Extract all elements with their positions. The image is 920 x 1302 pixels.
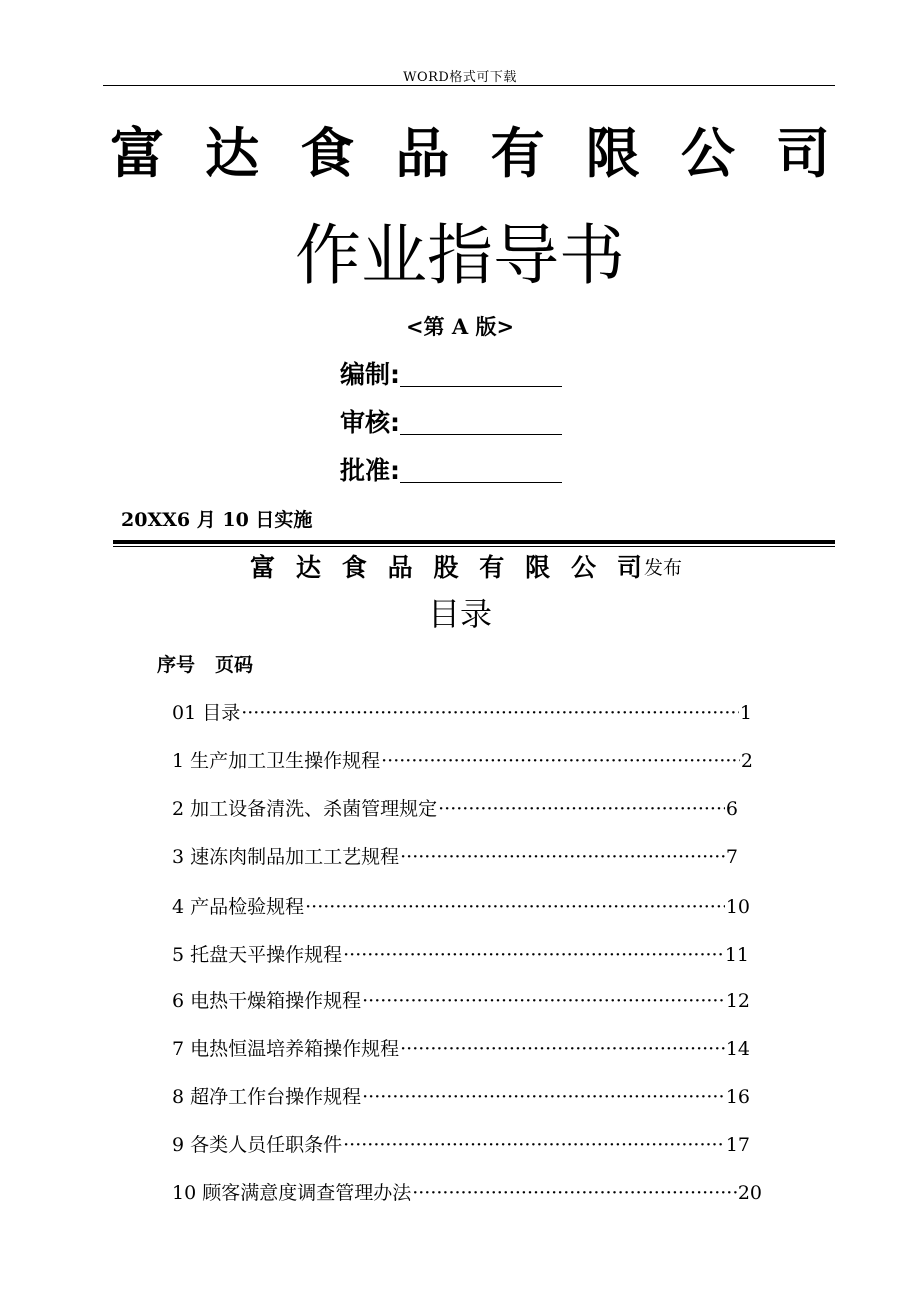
signature-label: 审核:	[340, 408, 400, 437]
toc-item[interactable]	[172, 698, 752, 728]
toc-item-leader	[305, 892, 725, 922]
toc-item-leader	[438, 794, 725, 824]
toc-item-label: 8 超净工作台操作规程	[172, 1086, 362, 1108]
company-char: 公	[680, 121, 735, 185]
signature-row-reviewer	[340, 404, 562, 440]
toc-title: 目录	[427, 595, 492, 633]
toc-item[interactable]	[172, 1178, 762, 1208]
publisher-suffix: 发布	[644, 556, 683, 579]
header-divider	[103, 85, 835, 86]
publisher-divider-thin	[113, 546, 835, 547]
toc-item-page: 11	[724, 944, 749, 966]
toc-item[interactable]	[172, 1034, 750, 1064]
toc-item[interactable]	[172, 892, 750, 922]
company-name	[110, 120, 830, 186]
publisher-char: 品	[387, 553, 413, 582]
toc-item-label: 5 托盘天平操作规程	[172, 944, 343, 966]
toc-item-label: 2 加工设备清洗、杀菌管理规定	[172, 798, 438, 820]
toc-item-page: 10	[725, 896, 750, 918]
toc-item-page: 20	[737, 1182, 762, 1204]
toc-item-page: 16	[725, 1086, 750, 1108]
company-char: 限	[585, 121, 640, 185]
publisher-divider-thick	[113, 540, 835, 544]
toc-item-leader	[241, 698, 739, 728]
toc-item-leader	[381, 746, 740, 776]
signature-row-approver	[340, 452, 562, 488]
toc-item-page: 2	[740, 750, 753, 772]
toc-item[interactable]	[172, 1082, 750, 1112]
toc-item-page: 14	[725, 1038, 750, 1060]
toc-item[interactable]	[172, 1130, 750, 1160]
publisher-char: 司	[616, 553, 642, 582]
toc-item[interactable]	[172, 842, 738, 872]
signature-line	[400, 433, 562, 435]
toc-item-label: 01 目录	[172, 702, 241, 724]
toc-item-leader	[362, 986, 725, 1016]
toc-item-label: 10 顾客满意度调查管理办法	[172, 1182, 412, 1204]
toc-item-leader	[400, 842, 725, 872]
publisher-name	[250, 548, 642, 584]
toc-item-page: 17	[725, 1134, 750, 1156]
company-char: 品	[395, 121, 450, 185]
publisher-char: 食	[341, 553, 367, 582]
toc-item-page: 12	[725, 990, 750, 1012]
toc-item[interactable]	[172, 794, 738, 824]
document-title: 作业指导书	[295, 217, 625, 294]
publisher-char: 达	[295, 553, 321, 582]
toc-item-label: 3 速冻肉制品加工工艺规程	[172, 846, 400, 868]
toc-item-label: 4 产品检验规程	[172, 896, 305, 918]
toc-item-leader	[343, 940, 724, 970]
edition-label: <第 A 版>	[405, 314, 515, 339]
toc-item[interactable]	[172, 986, 750, 1016]
company-char: 有	[490, 121, 545, 185]
toc-item-label: 9 各类人员任职条件	[172, 1134, 343, 1156]
toc-item-leader	[362, 1082, 725, 1112]
publisher-line	[250, 548, 710, 584]
toc-item[interactable]	[172, 746, 753, 776]
company-char: 司	[775, 121, 830, 185]
toc-column-headers	[157, 650, 253, 680]
publisher-char: 有	[479, 553, 505, 582]
signature-row-compiler	[340, 356, 562, 392]
publisher-char: 限	[525, 553, 551, 582]
toc-col-seq: 序号	[157, 654, 196, 676]
toc-item-leader	[343, 1130, 725, 1160]
effective-date: 20XX6 月 10 日实施	[121, 509, 313, 531]
toc-item-leader	[412, 1178, 737, 1208]
signature-label: 批准:	[340, 456, 400, 485]
toc-item[interactable]	[172, 940, 749, 970]
signature-label: 编制:	[340, 360, 400, 389]
toc-item-page: 6	[725, 798, 738, 820]
publisher-char: 富	[250, 553, 276, 582]
page-header: WORD格式可下载	[403, 70, 517, 85]
toc-item-label: 1 生产加工卫生操作规程	[172, 750, 381, 772]
company-char: 食	[300, 121, 355, 185]
toc-item-label: 6 电热干燥箱操作规程	[172, 990, 362, 1012]
toc-item-page: 1	[739, 702, 752, 724]
toc-item-label: 7 电热恒温培养箱操作规程	[172, 1038, 400, 1060]
company-char: 富	[110, 121, 164, 185]
signature-line	[400, 481, 562, 483]
publisher-char: 公	[571, 553, 597, 582]
toc-item-leader	[400, 1034, 725, 1064]
company-char: 达	[205, 121, 260, 185]
signature-line	[400, 385, 562, 387]
toc-item-page: 7	[725, 846, 738, 868]
publisher-char: 股	[433, 553, 459, 582]
toc-col-page: 页码	[215, 654, 254, 676]
